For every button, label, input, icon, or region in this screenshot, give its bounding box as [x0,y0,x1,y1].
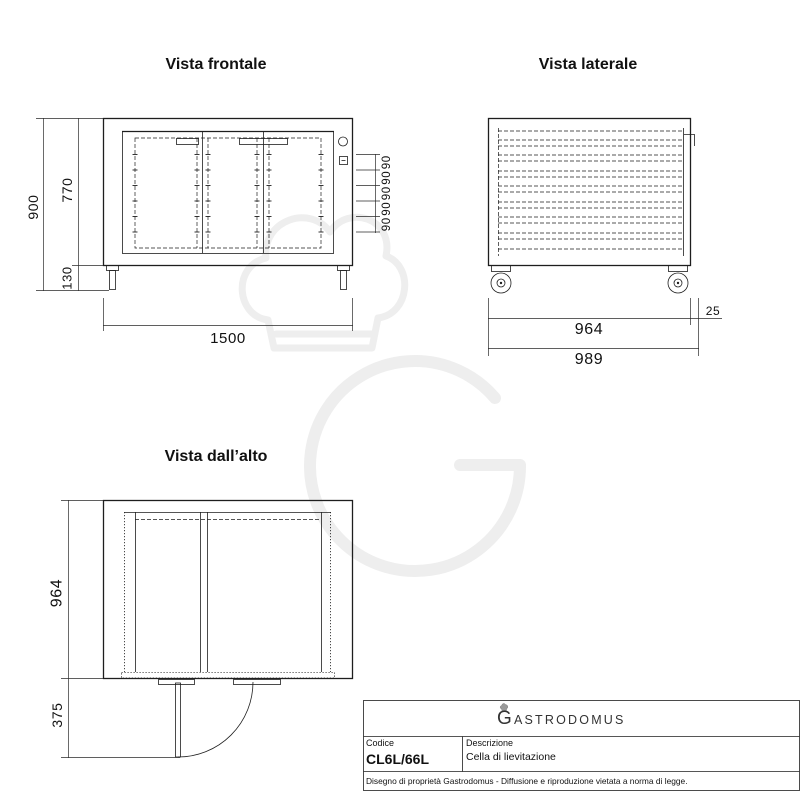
overall-depth-label: 989 [574,351,604,368]
product-code: CL6L/66L [366,751,430,767]
adjustable-foot [341,271,347,290]
watermark-g-icon [310,361,520,571]
shelf-pitch-label: 90 [381,186,393,201]
front-view [104,56,353,290]
handle-projection-label: 25 [705,304,721,318]
overall-height-label: 900 [25,194,41,220]
adjustable-foot-plate [107,266,119,271]
shelf-pitch-label: 90 [381,155,393,170]
width-label: 1500 [210,330,246,347]
top-view-dimensions [49,500,181,758]
door-leaf-open [176,683,181,757]
watermark-chef-hat-icon [242,217,405,348]
caster-mount-plate [669,266,688,272]
cabinet-body-outline [104,119,353,266]
door-swing-arc [178,682,253,757]
door-frame-strip [122,673,335,679]
foot-height-label: 130 [59,266,75,290]
door-swing-label: 375 [49,702,65,728]
body-depth-label: 964 [574,321,604,338]
internal-chamber-outline [135,138,321,248]
body-height-label: 770 [59,177,75,203]
product-description: Cella di lievitazione [466,751,556,763]
brand-logo-text: GASTRODOMUS [497,708,626,729]
shelf-pitch-label: 90 [381,217,393,232]
caster-mount-plate [492,266,511,272]
door-frame [123,132,334,254]
caster-wheel [491,266,511,294]
side-view-dimensions [488,298,722,368]
top-view-title: Vista dall’alto [164,448,268,465]
front-view-dimensions [25,118,393,347]
shelf-pitch-label: 90 [381,170,393,185]
top-body-depth-label: 964 [48,578,66,608]
caster-axle [677,282,679,284]
ownership-notice: Disegno di proprietà Gastrodomus - Diffusione e riproduzione vietata a norma di legge. [366,776,688,786]
shelf-pitch-label: 90 [381,201,393,216]
adjustable-foot-plate [338,266,350,271]
description-label: Descrizione [466,738,514,748]
hinge-bracket [234,680,281,685]
watermark-logo [242,217,520,571]
hinge-bracket [159,680,195,685]
code-label: Codice [366,738,395,748]
side-view [489,56,695,293]
door-handle [684,135,695,147]
adjustable-foot [110,271,116,290]
thermostat-knob-icon [339,137,348,146]
door-handle [177,139,199,145]
shelf-runners [498,131,683,249]
cabinet-body-outline [104,501,353,679]
caster-axle [500,282,502,284]
caster-wheel [668,266,688,294]
side-view-title: Vista laterale [538,56,638,73]
front-view-title: Vista frontale [165,56,267,73]
